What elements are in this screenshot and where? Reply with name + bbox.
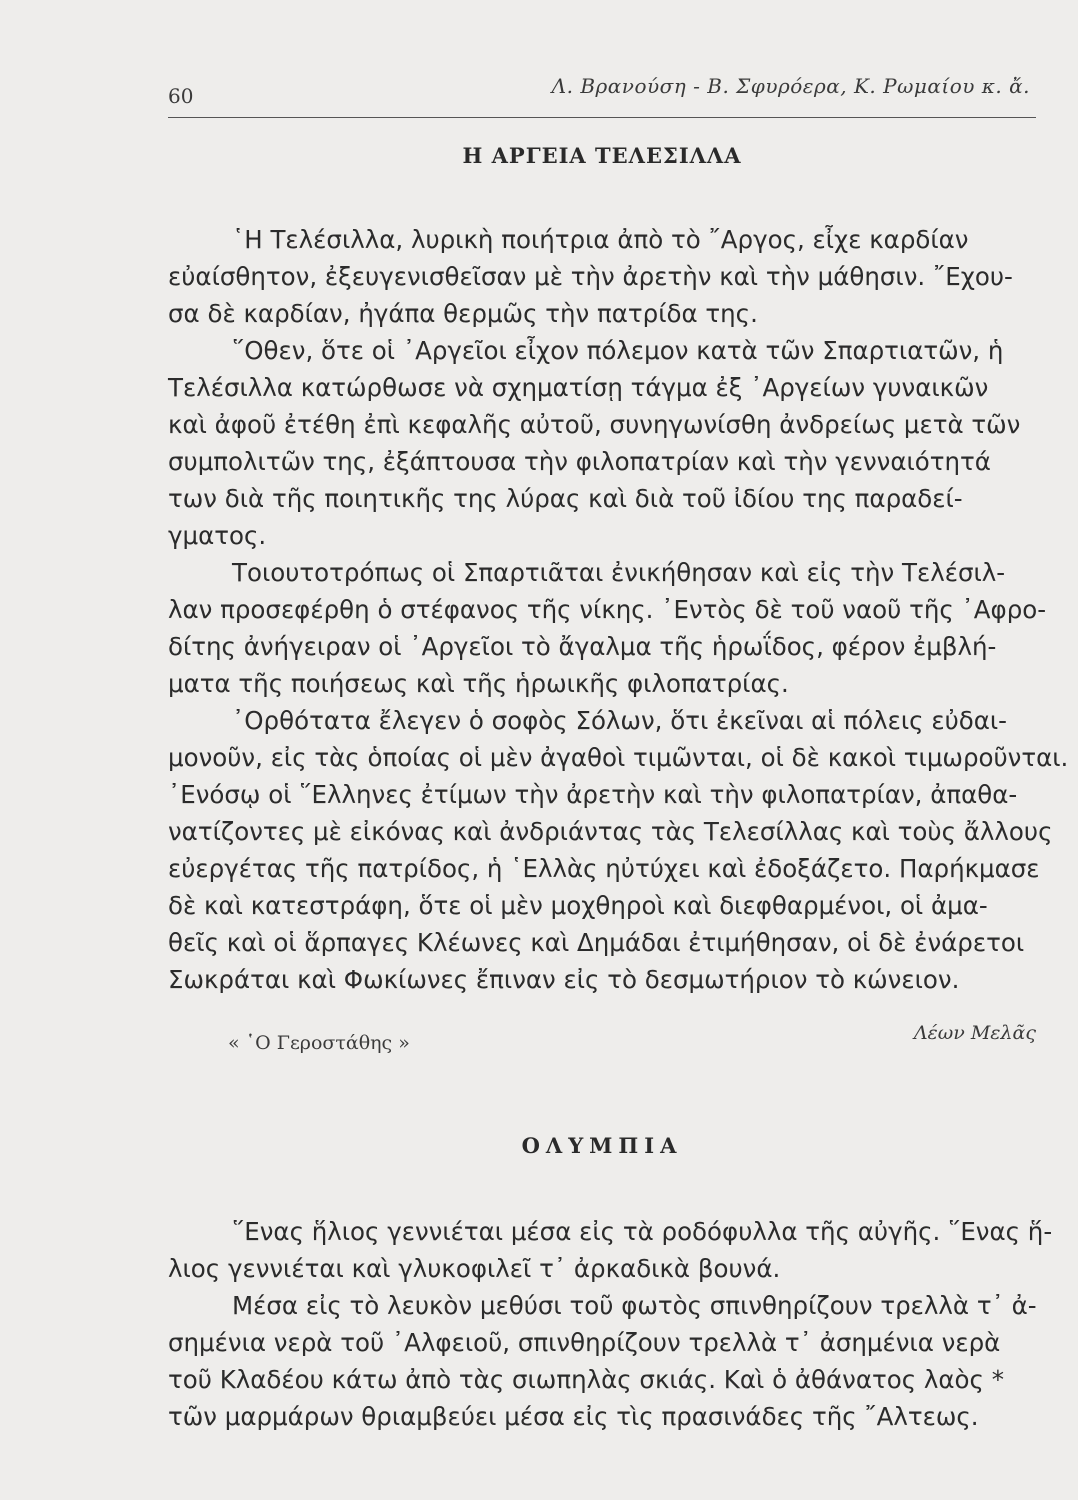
paragraph xyxy=(168,1213,1053,1287)
running-head xyxy=(168,74,1040,114)
paragraph xyxy=(168,221,1046,332)
paragraph xyxy=(168,332,1046,554)
text-line: εὐεργέτας τῆς πατρίδος, ἡ ῾Ελλὰς ηὐτύχει καὶ ἐδοξάζετο. Παρήκμασε xyxy=(168,854,1040,883)
text-line: δὲ καὶ κατεστράφη, ὅτε οἱ μὲν μοχθηροὶ καὶ διεφθαρμένοι, οἱ ἀμα- xyxy=(168,891,988,920)
section-title-telesilla: Η ΑΡΓΕΙΑ ΤΕΛΕΣΙΛΛΑ xyxy=(462,143,742,168)
telesilla-text xyxy=(168,221,1069,998)
section-title-olympia: ΟΛΥΜΠΙΑ xyxy=(521,1133,683,1158)
source-author: Λέων Μελᾶς xyxy=(913,1022,1036,1044)
header-rule xyxy=(168,117,1036,118)
text-line: τοῦ Κλαδέου κάτω ἀπὸ τὰς σιωπηλὰς σκιάς. Καὶ ὁ ἀθάνατος λαὸς * xyxy=(168,1365,1004,1394)
text-line: λαν προσεφέρθη ὁ στέφανος τῆς νίκης. ᾿Εντὸς δὲ τοῦ ναοῦ τῆς ᾿Αφρο- xyxy=(168,595,1047,624)
text-line: Μέσα εἰς τὸ λευκὸν μεθύσι τοῦ φωτὸς σπινθηρίζουν τρελλὰ τ᾿ ἀ- xyxy=(232,1291,1037,1320)
paragraph xyxy=(168,702,1069,998)
page-number: 60 xyxy=(168,84,194,108)
olympia-text xyxy=(168,1213,1053,1435)
source-title: « ῾Ο Γεροστάθης » xyxy=(228,1032,410,1054)
text-line: νατίζοντες μὲ εἰκόνας καὶ ἀνδριάντας τὰς Τελεσίλλας καὶ τοὺς ἄλλους xyxy=(168,817,1053,846)
text-line: μονοῦν, εἰς τὰς ὁποίας οἱ μὲν ἀγαθοὶ τιμῶνται, οἱ δὲ κακοὶ τιμωροῦνται. xyxy=(168,743,1069,772)
text-line: των διὰ τῆς ποιητικῆς της λύρας καὶ διὰ τοῦ ἰδίου της παραδεί- xyxy=(168,484,963,513)
text-line: λιος γεννιέται καὶ γλυκοφιλεῖ τ᾿ ἀρκαδικὰ βουνά. xyxy=(168,1254,781,1283)
text-line: Τελέσιλλα κατώρθωσε νὰ σχηματίσῃ τάγμα ἐξ ᾿Αργείων γυναικῶν xyxy=(168,373,989,402)
text-line: ῞Οθεν, ὅτε οἱ ᾿Αργεῖοι εἶχον πόλεμον κατὰ τῶν Σπαρτιατῶν, ἡ xyxy=(232,336,1004,365)
text-line: σα δὲ καρδίαν, ἠγάπα θερμῶς τὴν πατρίδα της. xyxy=(168,299,758,328)
header-authors: Λ. Βρανούση - Β. Σφυρόερα, Κ. Ρωμαίου κ. ἄ. xyxy=(551,74,1030,98)
text-line: καὶ ἀφοῦ ἐτέθη ἐπὶ κεφαλῆς αὐτοῦ, συνηγωνίσθη ἀνδρείως μετὰ τῶν xyxy=(168,410,1021,439)
source-attribution xyxy=(168,1022,1036,1062)
text-line: εὐαίσθητον, ἐξευγενισθεῖσαν μὲ τὴν ἀρετὴν καὶ τὴν μάθησιν. ῎Εχου- xyxy=(168,262,1013,291)
text-line: ᾿Ορθότατα ἔλεγεν ὁ σοφὸς Σόλων, ὅτι ἐκεῖναι αἱ πόλεις εὐδαι- xyxy=(232,706,1008,735)
text-line: Σωκράται καὶ Φωκίωνες ἔπιναν εἰς τὸ δεσμωτήριον τὸ κώνειον. xyxy=(168,965,960,994)
text-line: ματα τῆς ποιήσεως καὶ τῆς ἡρωικῆς φιλοπατρίας. xyxy=(168,669,789,698)
text-line: ᾿Ενόσῳ οἱ ῞Ελληνες ἐτίμων τὴν ἀρετὴν καὶ τὴν φιλοπατρίαν, ἀπαθα- xyxy=(168,780,1018,809)
text-line: Τοιουτοτρόπως οἱ Σπαρτιᾶται ἐνικήθησαν καὶ εἰς τὴν Τελέσιλ- xyxy=(232,558,1006,587)
text-line: ῞Ενας ἥλιος γεννιέται μέσα εἰς τὰ ροδόφυλλα τῆς αὐγῆς. ῞Ενας ἥ- xyxy=(232,1217,1053,1246)
text-line: γματος. xyxy=(168,521,267,550)
text-line: σημένια νερὰ τοῦ ᾿Αλφειοῦ, σπινθηρίζουν τρελλὰ τ᾿ ἀσημένια νερὰ xyxy=(168,1328,1001,1357)
text-line: δίτης ἀνήγειραν οἱ ᾿Αργεῖοι τὸ ἄγαλμα τῆς ἡρωΐδος, φέρον ἐμβλή- xyxy=(168,632,997,661)
paragraph xyxy=(168,554,1046,702)
paragraph xyxy=(168,1287,1046,1435)
text-line: ῾Η Τελέσιλλα, λυρικὴ ποιήτρια ἀπὸ τὸ ῎Αργος, εἶχε καρδίαν xyxy=(232,225,969,254)
text-line: συμπολιτῶν της, ἐξάπτουσα τὴν φιλοπατρίαν καὶ τὴν γενναιότητά xyxy=(168,447,991,476)
text-line: θεῖς καὶ οἱ ἅρπαγες Κλέωνες καὶ Δημάδαι ἐτιμήθησαν, οἱ δὲ ἐνάρετοι xyxy=(168,928,1025,957)
text-line: τῶν μαρμάρων θριαμβεύει μέσα εἰς τὶς πρασινάδες τῆς ῎Αλτεως. xyxy=(168,1402,979,1431)
